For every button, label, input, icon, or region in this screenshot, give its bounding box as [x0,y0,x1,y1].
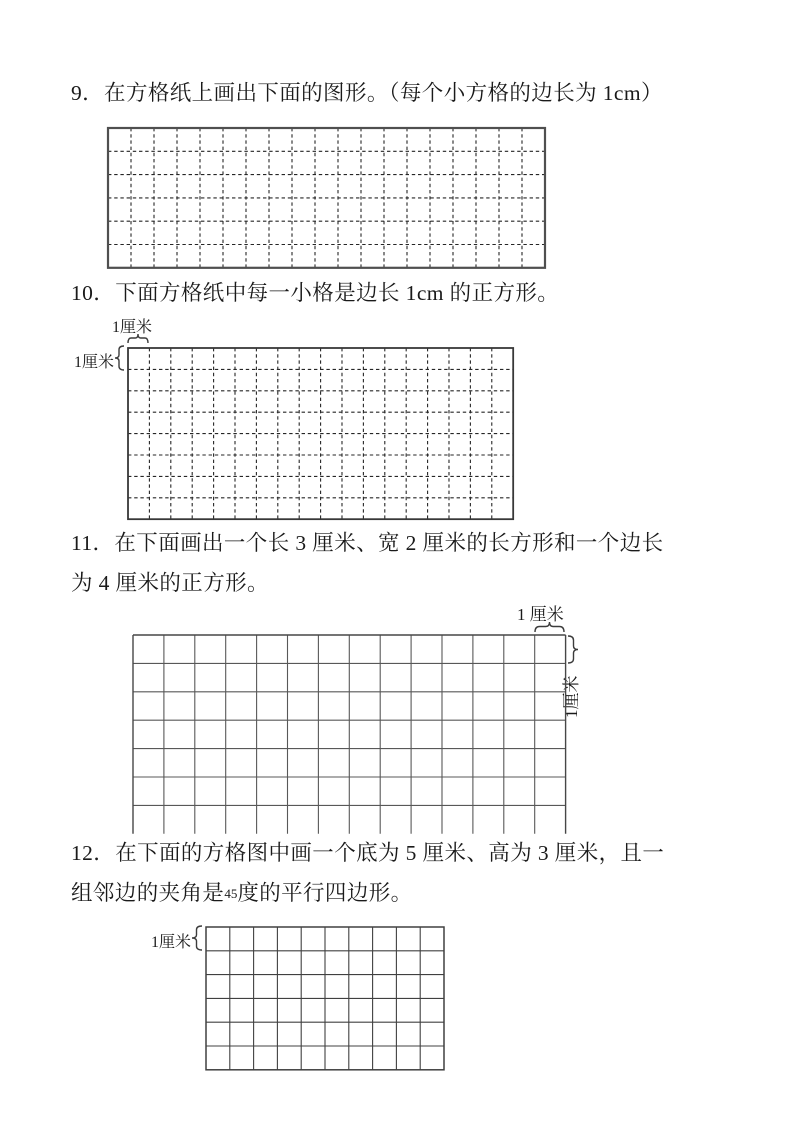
grid-11-top-unit-label: 1 厘米 [517,605,564,624]
grid-10-left-brace-icon [114,345,124,371]
question-10-text: 10．下面方格纸中每一小格是边长 1cm 的正方形。 [71,281,560,305]
grid-9-dashed-grid [105,125,548,271]
question-12-line2-pre: 组邻边的夹角是 [71,881,225,905]
question-9-text: 9．在方格纸上画出下面的图形。（每个小方格的边长为 1cm） [71,81,663,105]
grid-10-dashed-grid [125,345,516,522]
question-12-line2-post: 度的平行四边形。 [237,881,413,905]
grid-12-left-unit-label: 1厘米 [151,934,192,951]
grid-12-solid-grid [203,924,447,1073]
grid-11-right-brace-icon [568,635,579,664]
question-12-text-line2 [71,879,413,908]
question-12-angle-value: 45 [224,886,238,901]
question-11-text-line2: 为 4 厘米的正方形。 [71,571,269,595]
grid-10-top-brace-icon [127,333,149,343]
grid-11-top-brace-icon [534,621,565,632]
grid-11-right-unit-label: 1厘米 [562,675,581,718]
grid-10-top-unit-label: 1厘米 [112,319,153,336]
question-12-text-line1: 12．在下面的方格图中画一个底为 5 厘米、高为 3 厘米，且一 [71,841,665,865]
question-11-text-line1: 11．在下面画出一个长 3 厘米、宽 2 厘米的长方形和一个边长 [71,531,664,555]
grid-12-left-brace-icon [191,925,202,951]
grid-10-left-unit-label: 1厘米 [74,354,115,371]
grid-11-solid-grid [130,632,569,837]
